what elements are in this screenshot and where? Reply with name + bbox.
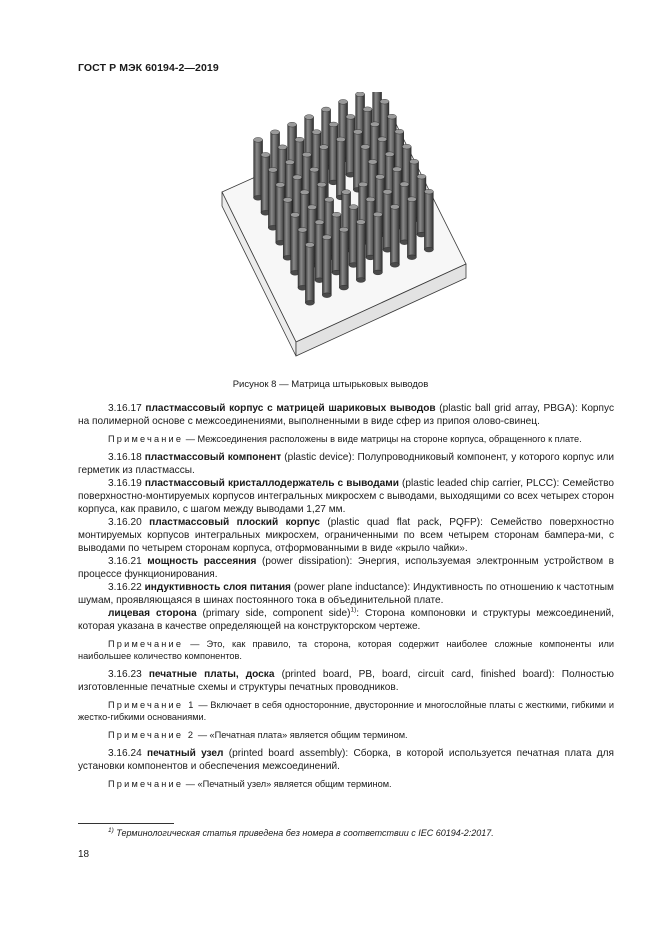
pin-top (400, 182, 409, 187)
pin-top (383, 189, 392, 194)
pin-base (424, 247, 433, 252)
pin-top (302, 152, 311, 157)
pin-top (322, 235, 331, 240)
term-number: 3.16.21 (108, 556, 142, 567)
pin-top (295, 137, 304, 142)
pin-top (378, 137, 387, 142)
pin-top (271, 130, 280, 135)
pin-top (310, 167, 319, 172)
pin-top (254, 137, 263, 142)
pin-base (339, 285, 348, 290)
pin-top (402, 144, 411, 149)
pin-base (407, 255, 416, 260)
pin-top (325, 197, 334, 202)
pin-body (407, 199, 416, 257)
term-name: пластмассовый кристаллодержатель с выводами (144, 478, 399, 489)
pin-top (366, 197, 375, 202)
pin-top (395, 129, 404, 134)
term-3-16-22 (78, 581, 614, 607)
note-label: Примечание (108, 639, 184, 649)
term-definition: (plastic quad flat pack, PQFP): Семейство поверхностно монтируемых корпусов интегральных микросхем, ограниченными по всем четырем сторонам бампера-ми, с выводами по четырем сторонам корпуса, отформованными в виде «крыло чайки». (78, 517, 614, 554)
pin-body (373, 214, 382, 272)
pin-top (407, 197, 416, 202)
pin-top (300, 190, 309, 195)
note-1-3-16-23 (78, 699, 614, 723)
pin-top (293, 175, 302, 180)
pin-top (417, 174, 426, 179)
term-3-16-20 (78, 516, 614, 555)
pin-top (342, 190, 351, 195)
pin (424, 189, 433, 252)
term-definition: (power dissipation): Энергия, используемая электронным устройством в процессе функционирования. (78, 556, 615, 580)
note-primary-side (78, 638, 614, 662)
term-definition: (plastic device): Полупроводниковый компонент, у которого корпус или герметик из пластмассы. (78, 452, 614, 476)
pin-top (356, 92, 365, 97)
pin-top (291, 212, 300, 217)
pin-top (376, 174, 385, 179)
pin (322, 235, 331, 298)
term-name: лицевая сторона (108, 608, 197, 619)
pin-top (368, 159, 377, 164)
pin-base (305, 300, 314, 305)
term-number: 3.16.23 (108, 669, 142, 680)
term-number: 3.16.19 (108, 478, 142, 489)
footnote (78, 828, 614, 838)
note-text: — Включает в себя односторонние, двусторонние и многослойные платы с жесткими, гибкими и жестко-гибкими основаниями. (78, 700, 614, 722)
pin-top (288, 122, 297, 127)
term-name: мощность рассеяния (147, 556, 257, 567)
pin-base (322, 293, 331, 298)
document-header: ГОСТ Р МЭК 60194-2—2019 (78, 62, 219, 74)
note-text: — Это, как правило, та сторона, которая содержит наиболее сложные компоненты или наибольшее количество компонентов. (78, 639, 614, 661)
terms-section (78, 402, 614, 796)
pin-top (298, 227, 307, 232)
pin-top (410, 159, 419, 164)
page-number: 18 (78, 849, 90, 860)
pin-top (285, 160, 294, 165)
footnote-text: Терминологическая статья приведена без номера в соответствии с IEC 60194-2:2017. (116, 828, 494, 838)
pin-top (283, 197, 292, 202)
pin-top (385, 152, 394, 157)
term-3-16-21 (78, 555, 614, 581)
footnote-marker: 1) (108, 827, 114, 834)
term-3-16-19 (78, 477, 614, 516)
pin-grid-array-figure (212, 92, 474, 372)
pin-body (424, 192, 433, 250)
pin-top (393, 167, 402, 172)
pin-top (261, 152, 270, 157)
pin-top (361, 144, 370, 149)
pin-body (305, 245, 314, 303)
term-name: печатные платы, доска (148, 669, 275, 680)
term-name: пластмассовый компонент (144, 452, 282, 463)
pin-top (317, 182, 326, 187)
pin-top (373, 212, 382, 217)
pin-top (276, 182, 285, 187)
pin-top (339, 227, 348, 232)
pin-body (336, 139, 345, 197)
figure-caption: Рисунок 8 — Матрица штырьковых выводов (232, 379, 429, 390)
note-label: Примечание (108, 779, 184, 789)
note-text: — «Печатная плата» является общим термином. (197, 730, 408, 740)
term-number: 3.16.24 (108, 748, 142, 759)
pin-top (424, 189, 433, 194)
pin-top (349, 205, 358, 210)
footnote-reference[interactable]: 1) (350, 606, 357, 614)
term-name: пластмассовый плоский корпус (149, 517, 320, 528)
pin (305, 242, 314, 305)
footnote-separator (78, 823, 174, 824)
pin-top (308, 205, 317, 210)
pin (390, 204, 399, 267)
pin-top (346, 114, 355, 119)
term-definition: : Сторона компоновки и структуры межсоединений, которая указана в качестве определяющей на конструкторском чертеже. (78, 608, 614, 632)
pin-top (353, 129, 362, 134)
term-number: 3.16.22 (108, 582, 142, 593)
term-definition-english: (primary side, component side) (202, 608, 351, 619)
pin-top (363, 107, 372, 112)
note-label: Примечание 1 (108, 700, 196, 710)
note-2-3-16-23 (78, 729, 614, 741)
pin-top (356, 220, 365, 225)
pin-top (268, 167, 277, 172)
term-definition: (printed board assembly): Сборка, в которой используется печатная плата для установки компонентов и обеспечения межсоединений. (78, 748, 615, 772)
pin-top (336, 137, 345, 142)
pin-base (373, 270, 382, 275)
pin-top (390, 204, 399, 209)
pin (373, 212, 382, 275)
pin-top (305, 115, 314, 120)
pin-top (322, 107, 331, 112)
pin-top (359, 182, 368, 187)
pin-base (390, 262, 399, 267)
pin-top (380, 99, 389, 104)
term-name: индуктивность слоя питания (144, 582, 291, 593)
pin-body (390, 207, 399, 265)
term-definition: (plastic ball grid array, PBGA): Корпус на полимерной основе с межсоединениями, выполненными в виде сфер из припоя олово-свинец. (78, 403, 614, 427)
pin-top (370, 122, 379, 127)
note-text: — Межсоединения расположены в виде матрицы на стороне корпуса, обращенного к плате. (185, 434, 582, 444)
term-3-16-24 (78, 747, 614, 773)
pin-top (305, 242, 314, 247)
pin-top (315, 220, 324, 225)
term-3-16-18 (78, 451, 614, 477)
note-label: Примечание 2 (108, 730, 196, 740)
term-number: 3.16.17 (108, 403, 142, 414)
pin (356, 220, 365, 283)
pin-body (322, 237, 331, 295)
term-3-16-17 (78, 402, 614, 428)
note-3-16-24 (78, 778, 614, 790)
pin (339, 227, 348, 290)
pin-top (319, 145, 328, 150)
term-primary-side (78, 607, 614, 633)
pin (407, 197, 416, 260)
pin-top (339, 99, 348, 104)
pin-top (329, 122, 338, 127)
pin-top (278, 145, 287, 150)
term-number: 3.16.20 (108, 517, 142, 528)
term-definition: (plastic leaded chip carrier, PLCC): Семейство поверхностно-монтируемых корпусов интегральных микросхем с выводами, выходящими со всех четырех сторон корпуса, как правило, с шагом между выводами 1,27 мм. (78, 478, 614, 515)
term-name: пластмассовый корпус с матрицей шариковых выводов (145, 403, 436, 414)
term-definition: (printed board, PB, board, circuit card, finished board): Полностью изготовленные печатные схемы и структуры печатных проводников. (78, 669, 614, 693)
pin-top (332, 212, 341, 217)
pin-top (387, 114, 396, 119)
term-number: 3.16.18 (108, 452, 142, 463)
note-text: — «Печатный узел» является общим термином. (185, 779, 392, 789)
term-3-16-23 (78, 668, 614, 694)
term-name: печатный узел (146, 748, 224, 759)
pin-grid-array-illustration (212, 92, 474, 372)
note-label: Примечание (108, 434, 184, 444)
pin-body (356, 222, 365, 280)
pin-body (339, 230, 348, 288)
note-3-16-17 (78, 433, 614, 445)
term-definition: (power plane inductance): Индуктивность по отношению к частотным шумам, проявляющаяся в шинах постоянного тока в объединительной плате. (78, 582, 614, 606)
pin-base (356, 278, 365, 283)
pin-top (312, 130, 321, 135)
